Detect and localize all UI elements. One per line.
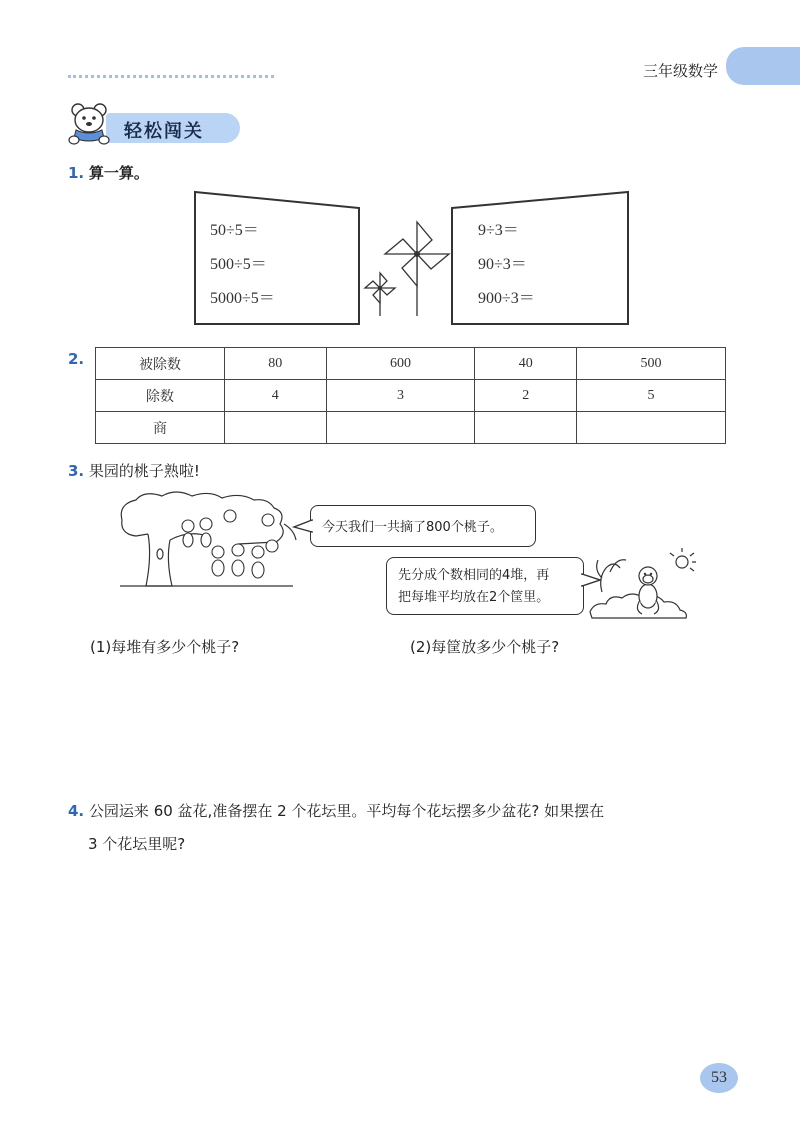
q1-prompt: 算一算。 [88,164,149,182]
table-row [96,348,726,380]
q2-number: 2. [68,350,85,368]
calc-right-1: 9÷3＝ [478,222,519,239]
row-label-divisor: 除数 [96,380,225,412]
row-label-quotient: 商 [96,412,225,444]
calc-left-2: 500÷5＝ [210,256,267,273]
header-dotted-rule [68,75,274,78]
calc-left-1: 50÷5＝ [210,222,259,239]
peach-tree-monkeys-illustration [118,490,298,590]
q4-line-1 [68,800,604,821]
table-cell: 40 [475,348,577,380]
answer-cell[interactable] [326,412,475,444]
monkey-on-cloud-illustration [580,548,700,620]
q4-text-1: 公园运来 60 盆花,准备摆在 2 个花坛里。平均每个花坛摆多少盆花? 如果摆在 [88,802,605,820]
bubble-2-line-1: 先分成个数相同的4堆，再 [398,568,550,583]
q3-line [68,460,200,481]
q3-prompt: 果园的桃子熟啦! [88,462,200,480]
subject-title: 三年级数学 [643,62,719,80]
q1-number: 1. [68,164,85,182]
calc-box-right [450,190,630,326]
table-cell: 3 [326,380,475,412]
q3-sub-question-2: (2)每筐放多少个桃子? [410,638,560,656]
q1-line [68,162,149,183]
table-cell: 5 [577,380,726,412]
table-cell: 2 [475,380,577,412]
row-label-dividend: 被除数 [96,348,225,380]
bear-mascot-icon [64,100,114,146]
bubble-pointer-icon [292,518,314,534]
page-number: 53 [700,1063,738,1093]
answer-cell[interactable] [577,412,726,444]
q3-sub-question-1: (1)每堆有多少个桃子? [90,638,240,656]
pinwheel-icon [360,218,460,318]
table-cell: 4 [225,380,327,412]
q3-number: 3. [68,462,85,480]
q4-text-2: 3 个花坛里呢? [88,835,186,853]
bubble-1-text: 今天我们一共摘了800个桃子。 [322,520,503,535]
table-cell: 600 [326,348,475,380]
calc-right-3: 900÷3＝ [478,290,535,307]
table-cell: 80 [225,348,327,380]
bubble-2-line-2: 把每堆平均放在2个筐里。 [398,590,550,605]
calc-left-3: 5000÷5＝ [210,290,275,307]
table-row [96,380,726,412]
division-table [95,347,726,444]
section-title: 轻松闯关 [124,121,204,142]
answer-cell[interactable] [475,412,577,444]
calc-right-2: 90÷3＝ [478,256,527,273]
table-cell: 500 [577,348,726,380]
answer-cell[interactable] [225,412,327,444]
header-tab [726,47,800,85]
table-row [96,412,726,444]
q4-number: 4. [68,802,85,820]
